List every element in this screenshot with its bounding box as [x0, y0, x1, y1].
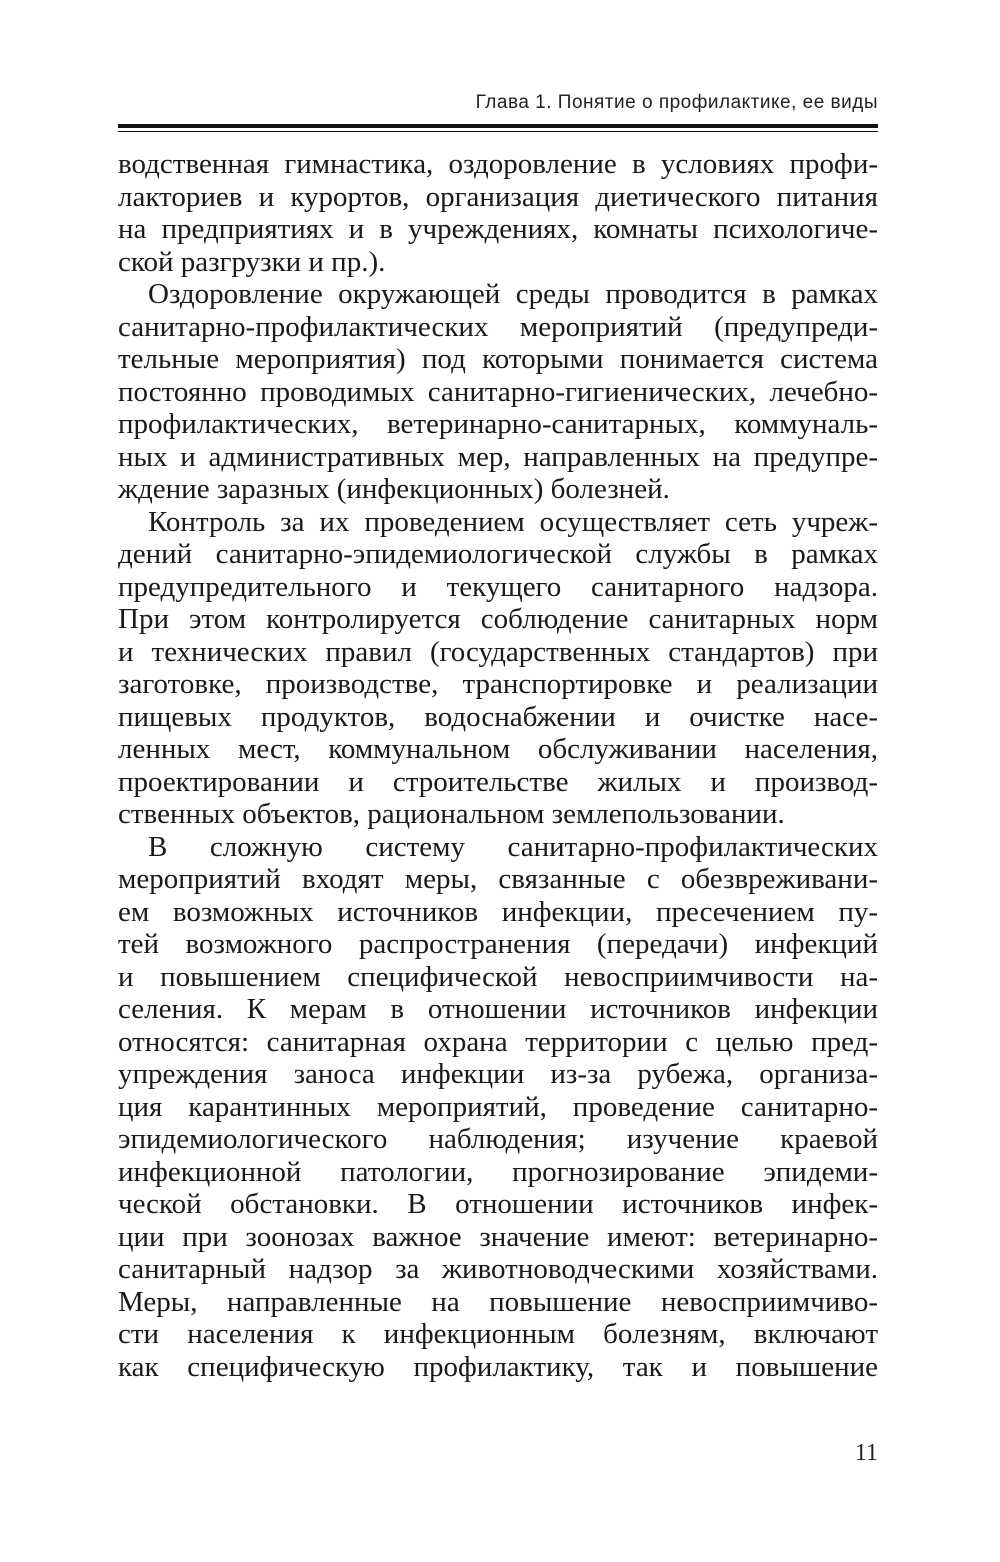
- running-header: Глава 1. Понятие о профилактике, ее виды: [475, 92, 878, 113]
- text-line: предупредительного и текущего санитарного надзора.: [118, 570, 878, 603]
- text-line: ственных объектов, рациональном землепользовании.: [118, 798, 785, 830]
- text-line: селения. К мерам в отношении источников инфекции: [118, 993, 878, 1025]
- text-line: профилактических, ветеринарно-санитарных, коммуналь-: [118, 408, 878, 440]
- text-line: и повышением специфической невосприимчивости на-: [118, 960, 878, 993]
- text-line: упреждения заноса инфекции из-за рубежа, организа-: [118, 1058, 878, 1090]
- header-rule-thin: [118, 131, 878, 132]
- text-line: ции при зоонозах важное значение имеют: ветеринарно-: [118, 1220, 878, 1253]
- text-line: эпидемиологического наблюдения; изучение краевой: [118, 1123, 878, 1155]
- text-line: ленных мест, коммунальном обслуживании населения,: [118, 733, 878, 765]
- text-line: санитарный надзор за животноводческими хозяйствами.: [118, 1253, 878, 1285]
- text-line: ция карантинных мероприятий, проведение санитарно-: [118, 1090, 878, 1123]
- text-line: ческой обстановки. В отношении источников инфек-: [118, 1188, 878, 1220]
- text-line: пищевых продуктов, водоснабжении и очистке насе-: [118, 700, 878, 733]
- text-line: В сложную систему санитарно-профилактических: [148, 830, 878, 863]
- text-line: Контроль за их проведением осуществляет сеть учреж-: [148, 505, 878, 538]
- text-line: постоянно проводимых санитарно-гигиенических, лечебно-: [118, 375, 878, 408]
- text-line: мероприятий входят меры, связанные с обезвреживани-: [118, 863, 878, 895]
- header-rule-thick: [118, 124, 878, 128]
- text-line: сти населения к инфекционным болезням, включают: [118, 1318, 878, 1350]
- text-line: санитарно-профилактических мероприятий (предупреди-: [118, 310, 878, 343]
- body-text: [118, 148, 878, 1383]
- text-line: Меры, направленные на повышение невосприимчиво-: [118, 1285, 878, 1318]
- text-line: инфекционной патологии, прогнозирование эпидеми-: [118, 1155, 878, 1188]
- text-line: Оздоровление окружающей среды проводится в рамках: [148, 278, 878, 310]
- text-line: При этом контролируется соблюдение санитарных норм: [118, 603, 878, 635]
- text-line: как специфическую профилактику, так и повышение: [118, 1350, 878, 1383]
- text-line: и технических правил (государственных стандартов) при: [118, 635, 878, 668]
- page-number: 11: [854, 1440, 878, 1466]
- text-line: заготовке, производстве, транспортировке и реализации: [118, 668, 878, 700]
- paragraph: [118, 831, 878, 1384]
- paragraph: [118, 148, 878, 278]
- text-line: ждение заразных (инфекционных) болезней.: [118, 473, 670, 505]
- paragraph: [118, 278, 878, 506]
- text-line: тей возможного распространения (передачи) инфекций: [118, 928, 878, 960]
- text-line: на предприятиях и в учреждениях, комнаты психологиче-: [118, 213, 878, 245]
- text-line: ской разгрузки и пр.).: [118, 245, 386, 278]
- text-line: относятся: санитарная охрана территории с целью пред-: [118, 1025, 878, 1058]
- text-line: дений санитарно-эпидемиологической службы в рамках: [118, 538, 878, 570]
- text-line: водственная гимнастика, оздоровление в условиях профи-: [118, 148, 878, 180]
- text-line: лакториев и курортов, организация диетического питания: [118, 180, 878, 213]
- text-line: тельные мероприятия) под которыми понимается система: [118, 343, 878, 375]
- paragraph: [118, 506, 878, 831]
- text-line: ных и административных мер, направленных на предупре-: [118, 440, 878, 473]
- text-line: ем возможных источников инфекции, пресечением пу-: [118, 895, 878, 928]
- text-line: проектировании и строительстве жилых и производ-: [118, 765, 878, 798]
